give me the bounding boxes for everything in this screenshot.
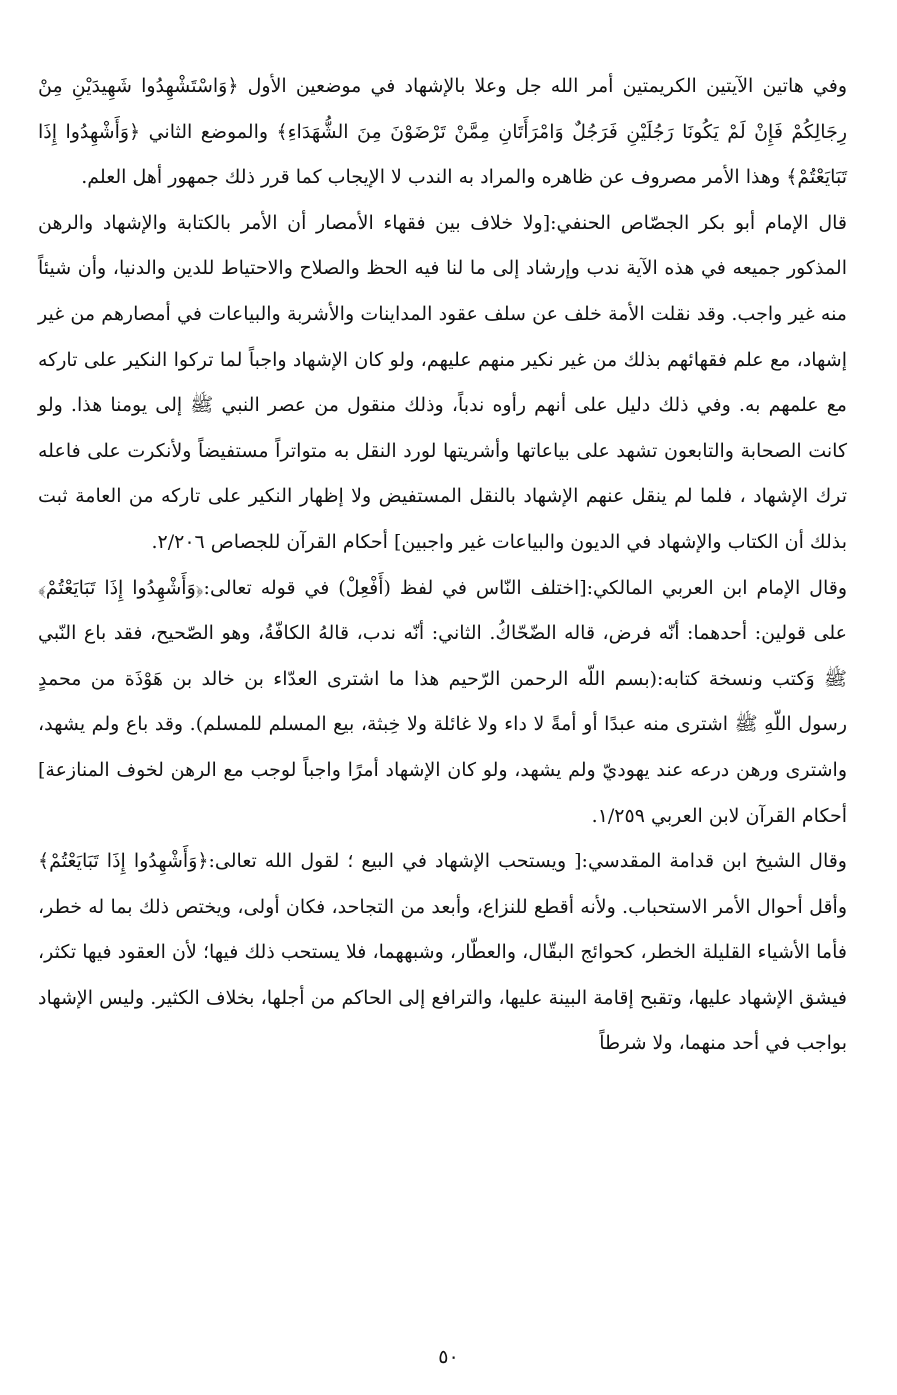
paragraph-ibn-arabi-quote: وقال الإمام ابن العربي المالكي:[اختلف النّاس في لفظ (أَفْعِلْ) في قوله تعالى:﴿وَأَشْهِدُوا إِذَا تَبَايَعْتُمْ﴾ على قولين: أحدهما: أنّه فرض، قاله الضّحّاكُ. الثاني: أنّه ندب، قالهُ الكافّةُ، وهو الصّحيح، فقد باع النّبي ﷺ وَكتب ونسخة كتابه:(بسم اللّه الرحمن الرّحيم هذا ما اشترى العدّاء بن خالد بن هَوْذَة من محمدٍ رسول اللّهِ ﷺ اشترى منه عبدًا أو أمةً لا داء ولا غائلة ولا خِبثة، بيع المسلم للمسلم). وقد باع ولم يشهد، واشترى ورهن درعه عند يهوديّ ولم يشهد، ولو كان الإشهاد أمرًا واجباً لوجب مع الرهن لخوف المنازعة] أحكام القرآن لابن العربي ١/٢٥٩. <box>38 576 847 827</box>
page-number: ٥٠ <box>438 1346 459 1368</box>
page-body <box>38 64 847 1067</box>
paragraph-ibn-qudama-quote: وقال الشيخ ابن قدامة المقدسي:[ ويستحب الإشهاد في البيع ؛ لقول الله تعالى:﴿وَأَشْهِدُوا إِذَا تَبَايَعْتُمْ﴾ وأقل أحوال الأمر الاستحباب. ولأنه أقطع للنزاع، وأبعد من التجاحد، فكان أولى، ويختص ذلك بما له خطر، فأما الأشياء القليلة الخطر، كحوائج البقّال، والعطّار، وشبههما، فلا يستحب ذلك فيها؛ لأن العقود فيها تكثر، فيشق الإشهاد عليها، وتقبح إقامة البينة عليها، والترافع إلى الحاكم من أجلها، بخلاف الكثير. وليس الإشهاد بواجب في أحد منهما، ولا شرطاً <box>38 850 847 1055</box>
paragraph-jassas-quote: قال الإمام أبو بكر الجصّاص الحنفي:[ولا خلاف بين فقهاء الأمصار أن الأمر بالكتابة والإشهاد والرهن المذكور جميعه في هذه الآية ندب وإرشاد إلى ما لنا فيه الحظ والصلاح والاحتياط للدين والدنيا، وأن شيئاً منه غير واجب. وقد نقلت الأمة خلف عن سلف عقود المداينات والأشربة والبياعات في أمصارهم من غير إشهاد، مع علم فقهائهم بذلك من غير نكير منهم عليهم، ولو كان الإشهاد واجباً لما تركوا النكير على تاركه مع علمهم به. وفي ذلك دليل على أنهم رأوه ندباً، وذلك منقول من عصر النبي ﷺ إلى يومنا هذا. ولو كانت الصحابة والتابعون تشهد على بياعاتها وأشريتها لورد النقل به متواتراً مستفيضاً ولأنكرت على فاعله ترك الإشهاد ، فلما لم ينقل عنهم الإشهاد بالنقل المستفيض ولا إظهار النكير على تاركه من العامة ثبت بذلك أن الكتاب والإشهاد في الديون والبياعات غير واجبين] أحكام القرآن للجصاص ٢/٢٠٦. <box>38 211 847 553</box>
paragraph-intro: وفي هاتين الآيتين الكريمتين أمر الله جل وعلا بالإشهاد في موضعين الأول ﴿وَاسْتَشْهِدُوا شَهِيدَيْنِ مِنْ رِجَالِكُمْ فَإِنْ لَمْ يَكُونَا رَجُلَيْنِ فَرَجُلٌ وَامْرَأَتَانِ مِمَّنْ تَرْضَوْنَ مِنَ الشُّهَدَاءِ﴾ والموضع الثاني ﴿وَأَشْهِدُوا إِذَا تَبَايَعْتُمْ﴾ وهذا الأمر مصروف عن ظاهره والمراد به الندب لا الإيجاب كما قرر ذلك جمهور أهل العلم. <box>38 75 847 189</box>
